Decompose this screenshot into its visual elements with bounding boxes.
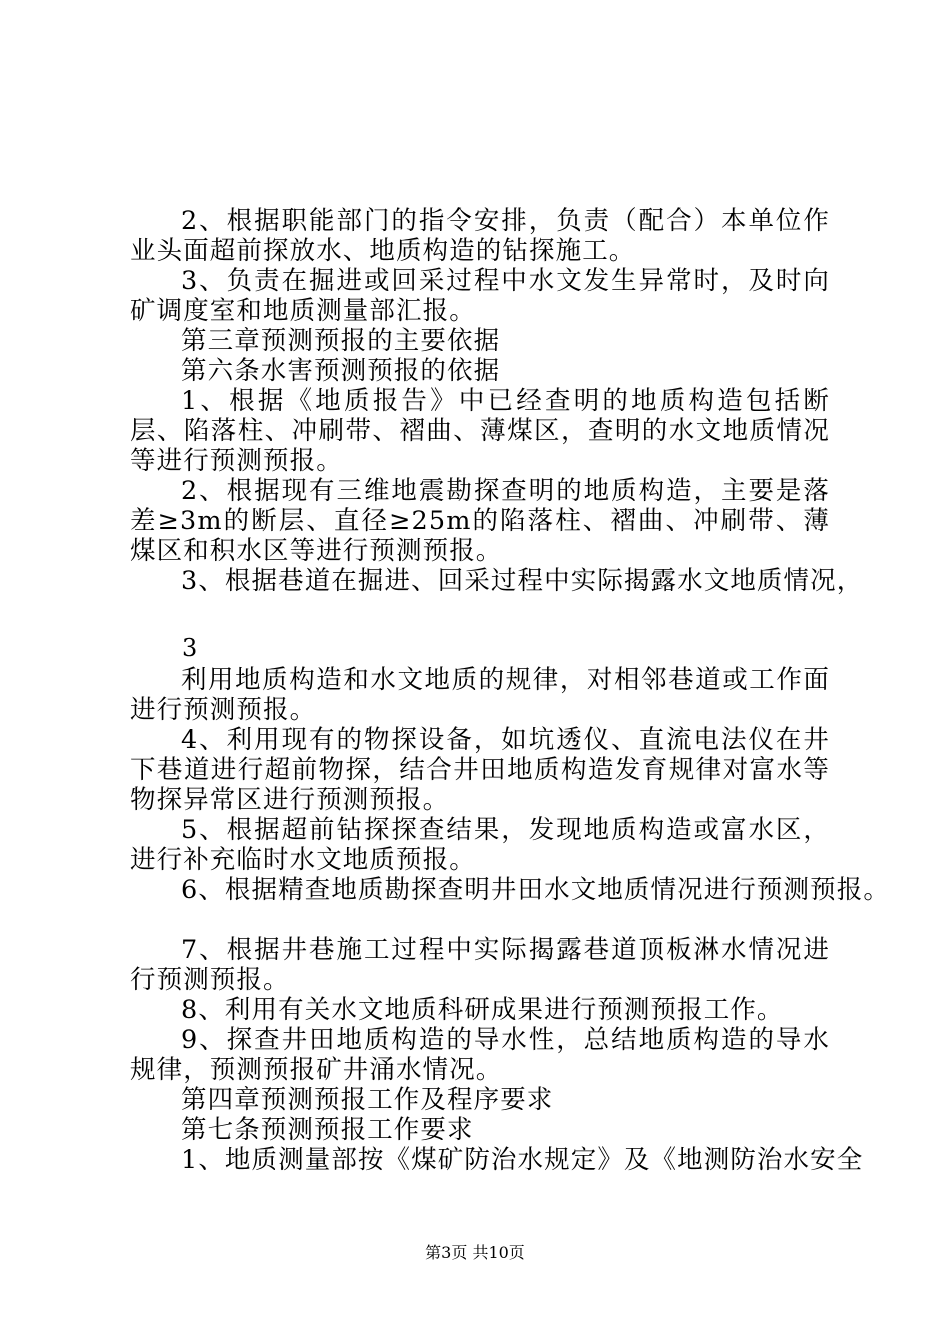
paragraph-basis-3: 3、根据巷道在掘进、回采过程中实际揭露水文地质情况， <box>181 566 864 596</box>
text-block-upper <box>130 206 864 596</box>
paragraph-basis-5: 5、根据超前钻探探查结果，发现地质构造或富水区，进行补充临时水文地质预报。 <box>130 815 830 875</box>
text-block-lower <box>130 665 890 1175</box>
paragraph-basis-4: 4、利用现有的物探设备，如坑透仪、直流电法仪在井下巷道进行超前物探，结合井田地质构造发育规律对富水等物探异常区进行预测预报。 <box>130 725 830 815</box>
chapter-heading: 第三章预测预报的主要依据 <box>181 326 501 356</box>
paragraph-basis-1: 1、根据《地质报告》中已经查明的地质构造包括断层、陷落柱、冲刷带、褶曲、薄煤区，查明的水文地质情况等进行预测预报。 <box>130 386 830 476</box>
article-heading-7: 第七条预测预报工作要求 <box>181 1115 474 1145</box>
paragraph-basis-6: 6、根据精查地质勘探查明井田水文地质情况进行预测预报。 <box>181 875 890 905</box>
page-footer: 第3页 共10页 <box>425 1243 525 1262</box>
article-heading: 第六条水害预测预报的依据 <box>181 356 501 386</box>
paragraph-basis-3-continued: 利用地质构造和水文地质的规律，对相邻巷道或工作面进行预测预报。 <box>130 665 830 725</box>
paragraph-basis-2: 2、根据现有三维地震勘探查明的地质构造，主要是落差≥3m的断层、直径≥25m的陷落柱、褶曲、冲刷带、薄煤区和积水区等进行预测预报。 <box>130 476 830 566</box>
chapter-heading-4: 第四章预测预报工作及程序要求 <box>181 1085 554 1115</box>
paragraph-basis-9: 9、探查井田地质构造的导水性，总结地质构造的导水规律，预测预报矿井涌水情况。 <box>130 1025 830 1085</box>
paragraph-basis-8: 8、利用有关水文地质科研成果进行预测预报工作。 <box>181 995 784 1025</box>
page-break-number: 3 <box>182 634 198 662</box>
paragraph-item-3: 3、负责在掘进或回采过程中水文发生异常时，及时向矿调度室和地质测量部汇报。 <box>130 266 830 326</box>
paragraph-basis-7: 7、根据井巷施工过程中实际揭露巷道顶板淋水情况进行预测预报。 <box>130 935 830 995</box>
paragraph-item-2: 2、根据职能部门的指令安排，负责（配合）本单位作业头面超前探放水、地质构造的钻探施工。 <box>130 206 830 266</box>
paragraph-requirement-1: 1、地质测量部按《煤矿防治水规定》及《地测防治水安全 <box>181 1145 864 1175</box>
